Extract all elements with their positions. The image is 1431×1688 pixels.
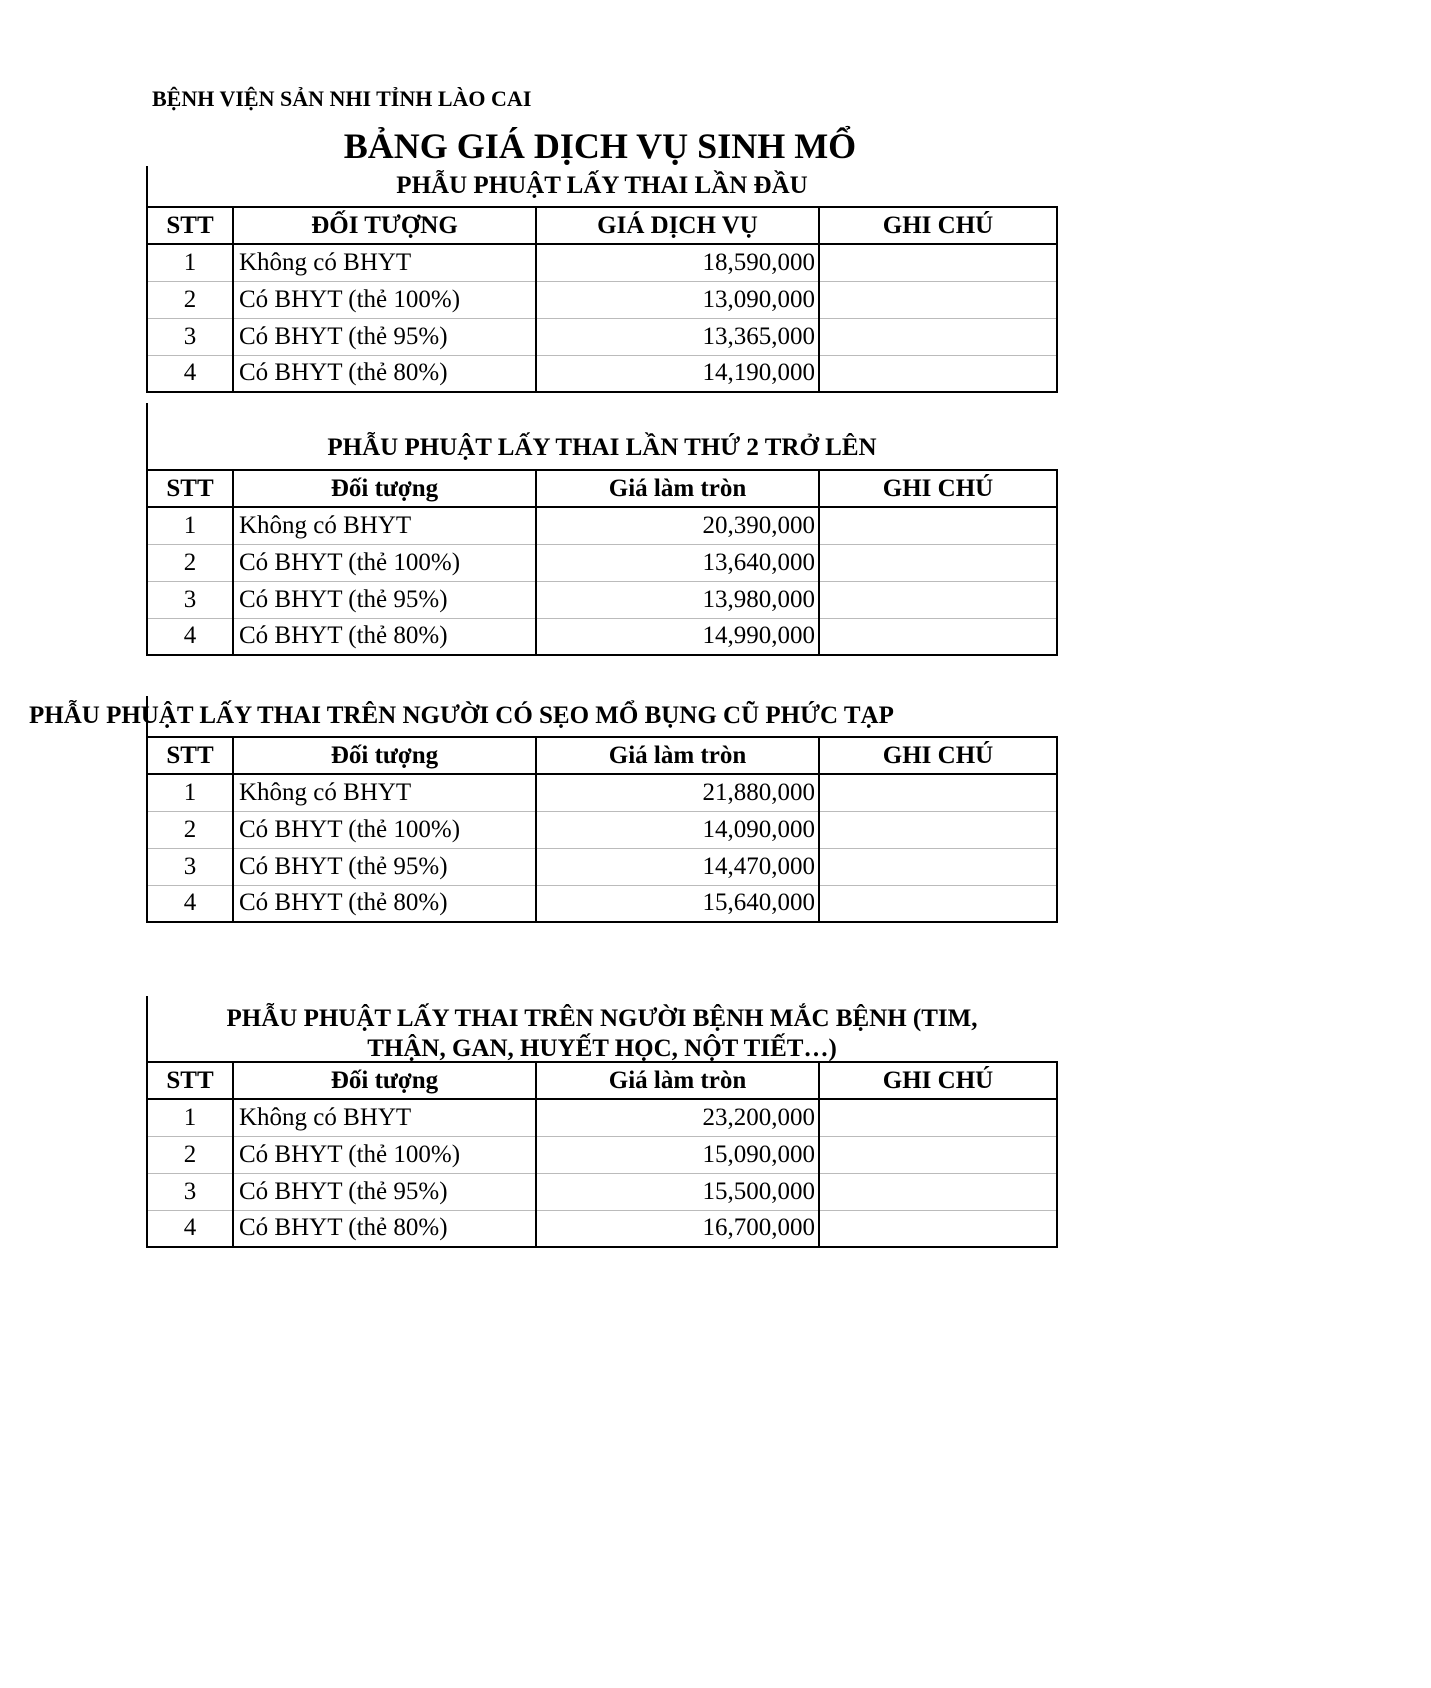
cell-price: 23,200,000 (536, 1099, 819, 1136)
cell-object: Có BHYT (thẻ 80%) (233, 885, 536, 922)
cell-object: Có BHYT (thẻ 95%) (233, 1173, 536, 1210)
table-row (147, 281, 1057, 318)
cell-stt: 2 (147, 1136, 233, 1173)
section-title (146, 996, 1056, 1061)
table-row (147, 1099, 1057, 1136)
header-price: Giá làm tròn (536, 737, 819, 774)
cell-object: Có BHYT (thẻ 80%) (233, 1210, 536, 1247)
cell-object: Có BHYT (thẻ 95%) (233, 318, 536, 355)
table-header-row (147, 1062, 1057, 1099)
section-title-line1: PHẪU PHUẬT LẤY THAI TRÊN NGƯỜI BỆNH MẮC BỆNH (TIM, (226, 1005, 978, 1032)
cell-stt: 3 (147, 848, 233, 885)
cell-stt: 2 (147, 544, 233, 581)
header-note: GHI CHÚ (819, 737, 1057, 774)
cell-note (819, 1210, 1057, 1247)
cell-price: 14,990,000 (536, 618, 819, 655)
table-row (147, 1210, 1057, 1247)
table-row (147, 244, 1057, 281)
cell-price: 18,590,000 (536, 244, 819, 281)
table-row (147, 507, 1057, 544)
cell-note (819, 544, 1057, 581)
document-title: BẢNG GIÁ DỊCH VỤ SINH MỔ (343, 126, 857, 166)
cell-price: 21,880,000 (536, 774, 819, 811)
table-header-row (147, 207, 1057, 244)
cell-object: Có BHYT (thẻ 95%) (233, 848, 536, 885)
cell-stt: 1 (147, 244, 233, 281)
section-first-cesarean (146, 166, 1056, 393)
header-stt: STT (147, 1062, 233, 1099)
cell-stt: 3 (147, 581, 233, 618)
table-row (147, 1173, 1057, 1210)
table-row (147, 774, 1057, 811)
header-price: GIÁ DỊCH VỤ (536, 207, 819, 244)
cell-note (819, 1099, 1057, 1136)
section-second-cesarean (146, 403, 1056, 656)
price-table (146, 206, 1058, 393)
table-row (147, 355, 1057, 392)
cell-stt: 3 (147, 318, 233, 355)
table-row (147, 811, 1057, 848)
section-title: PHẪU PHUẬT LẤY THAI LẦN THỨ 2 TRỞ LÊN (146, 403, 1056, 469)
cell-object: Có BHYT (thẻ 80%) (233, 355, 536, 392)
cell-stt: 1 (147, 1099, 233, 1136)
cell-note (819, 355, 1057, 392)
header-stt: STT (147, 470, 233, 507)
cell-price: 13,980,000 (536, 581, 819, 618)
header-object: Đối tượng (233, 470, 536, 507)
section-title-line2: THẬN, GAN, HUYẾT HỌC, NỘT TIẾT…) (367, 1035, 837, 1062)
table-row (147, 318, 1057, 355)
cell-stt: 4 (147, 618, 233, 655)
header-object: ĐỐI TƯỢNG (233, 207, 536, 244)
cell-price: 15,640,000 (536, 885, 819, 922)
table-header-row (147, 737, 1057, 774)
header-stt: STT (147, 207, 233, 244)
cell-price: 13,640,000 (536, 544, 819, 581)
cell-note (819, 1173, 1057, 1210)
cell-note (819, 244, 1057, 281)
table-row (147, 618, 1057, 655)
cell-note (819, 885, 1057, 922)
cell-stt: 3 (147, 1173, 233, 1210)
cell-price: 13,365,000 (536, 318, 819, 355)
cell-price: 14,470,000 (536, 848, 819, 885)
cell-object: Có BHYT (thẻ 80%) (233, 618, 536, 655)
cell-object: Không có BHYT (233, 774, 536, 811)
price-table (146, 469, 1058, 656)
header-price: Giá làm tròn (536, 1062, 819, 1099)
table-row (147, 581, 1057, 618)
section-disease-cesarean (146, 996, 1056, 1248)
hospital-name: BỆNH VIỆN SẢN NHI TỈNH LÀO CAI (152, 86, 532, 111)
header-price: Giá làm tròn (536, 470, 819, 507)
table-row (147, 885, 1057, 922)
section-title (29, 696, 894, 736)
header-object: Đối tượng (233, 737, 536, 774)
cell-price: 16,700,000 (536, 1210, 819, 1247)
section-title: PHẪU PHUẬT LẤY THAI LẦN ĐẦU (146, 166, 1056, 206)
cell-note (819, 811, 1057, 848)
cell-object: Có BHYT (thẻ 95%) (233, 581, 536, 618)
header-object: Đối tượng (233, 1062, 536, 1099)
cell-object: Không có BHYT (233, 1099, 536, 1136)
cell-stt: 1 (147, 507, 233, 544)
header-stt: STT (147, 737, 233, 774)
cell-note (819, 848, 1057, 885)
cell-object: Có BHYT (thẻ 100%) (233, 1136, 536, 1173)
cell-price: 15,500,000 (536, 1173, 819, 1210)
table-row (147, 544, 1057, 581)
cell-object: Có BHYT (thẻ 100%) (233, 544, 536, 581)
cell-note (819, 1136, 1057, 1173)
header-note: GHI CHÚ (819, 470, 1057, 507)
cell-stt: 4 (147, 355, 233, 392)
cell-note (819, 318, 1057, 355)
cell-stt: 1 (147, 774, 233, 811)
section-title-text: PHẪU PHUẬT LẤY THAI TRÊN NGƯỜI CÓ SẸO MỔ BỤNG CŨ PHỨC TẠP (29, 702, 894, 729)
cell-note (819, 618, 1057, 655)
cell-note (819, 281, 1057, 318)
cell-object: Không có BHYT (233, 507, 536, 544)
cell-stt: 4 (147, 1210, 233, 1247)
cell-note (819, 774, 1057, 811)
cell-object: Có BHYT (thẻ 100%) (233, 811, 536, 848)
header-note: GHI CHÚ (819, 1062, 1057, 1099)
table-header-row (147, 470, 1057, 507)
cell-note (819, 507, 1057, 544)
header-note: GHI CHÚ (819, 207, 1057, 244)
cell-stt: 2 (147, 811, 233, 848)
cell-price: 20,390,000 (536, 507, 819, 544)
price-table (146, 736, 1058, 923)
cell-stt: 4 (147, 885, 233, 922)
cell-object: Có BHYT (thẻ 100%) (233, 281, 536, 318)
cell-stt: 2 (147, 281, 233, 318)
cell-price: 15,090,000 (536, 1136, 819, 1173)
cell-price: 14,190,000 (536, 355, 819, 392)
price-table (146, 1061, 1058, 1248)
section-scar-cesarean (29, 696, 1056, 923)
cell-price: 14,090,000 (536, 811, 819, 848)
cell-price: 13,090,000 (536, 281, 819, 318)
table-row (147, 1136, 1057, 1173)
cell-object: Không có BHYT (233, 244, 536, 281)
table-row (147, 848, 1057, 885)
cell-note (819, 581, 1057, 618)
